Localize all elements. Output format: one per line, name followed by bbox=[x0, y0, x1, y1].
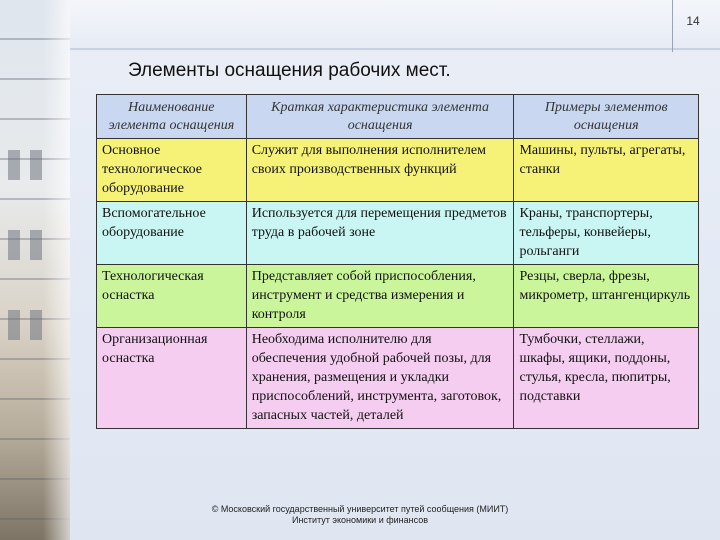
cell-description: Представляет собой приспособления, инструмент и средства измерения и контроля bbox=[246, 265, 514, 328]
window-shape bbox=[30, 230, 42, 260]
cell-examples: Резцы, сверла, фрезы, микрометр, штангенциркуль bbox=[514, 265, 699, 328]
cell-description: Необходима исполнителю для обеспечения удобной рабочей позы, для хранения, размещения и укладки приспособлений, инструмента, заготовок, запасных частей, деталей bbox=[246, 328, 514, 429]
cell-description: Служит для выполнения исполнителем своих производственных функций bbox=[246, 139, 514, 202]
cell-examples: Машины, пульты, агрегаты, станки bbox=[514, 139, 699, 202]
window-shape bbox=[8, 150, 20, 180]
footer-institute: Институт экономики и финансов bbox=[291, 515, 429, 525]
page-number: 14 bbox=[686, 14, 700, 28]
cell-name: Вспомогательное оборудование bbox=[97, 202, 247, 265]
header-cell-name: Наименование элемента оснащения bbox=[97, 95, 247, 139]
page-number-divider bbox=[672, 0, 673, 52]
cell-name: Организационная оснастка bbox=[97, 328, 247, 429]
header-bar bbox=[70, 0, 720, 52]
window-shape bbox=[30, 150, 42, 180]
table-row bbox=[97, 202, 699, 265]
table-header-row bbox=[97, 95, 699, 139]
window-shape bbox=[30, 310, 42, 340]
window-shape bbox=[8, 230, 20, 260]
cell-examples: Тумбочки, стеллажи, шкафы, ящики, поддоны, стулья, кресла, пюпитры, подставки bbox=[514, 328, 699, 429]
footer-university: © Московский государственный университет путей сообщения (МИИТ) bbox=[211, 504, 509, 514]
slide-title: Элементы оснащения рабочих мест. bbox=[128, 60, 451, 81]
table-row bbox=[97, 265, 699, 328]
header-cell-examples: Примеры элементов оснащения bbox=[514, 95, 699, 139]
table-row bbox=[97, 139, 699, 202]
cell-examples: Краны, транспортеры, тельферы, конвейеры, рольганги bbox=[514, 202, 699, 265]
building-photo bbox=[0, 0, 78, 540]
window-shape bbox=[8, 310, 20, 340]
cell-name: Основное технологическое оборудование bbox=[97, 139, 247, 202]
equipment-table bbox=[96, 94, 699, 429]
cell-name: Технологическая оснастка bbox=[97, 265, 247, 328]
header-divider bbox=[70, 48, 720, 50]
table-row bbox=[97, 328, 699, 429]
footer bbox=[160, 504, 560, 526]
header-cell-description: Краткая характеристика элемента оснащения bbox=[246, 95, 514, 139]
cell-description: Используется для перемещения предметов труда в рабочей зоне bbox=[246, 202, 514, 265]
